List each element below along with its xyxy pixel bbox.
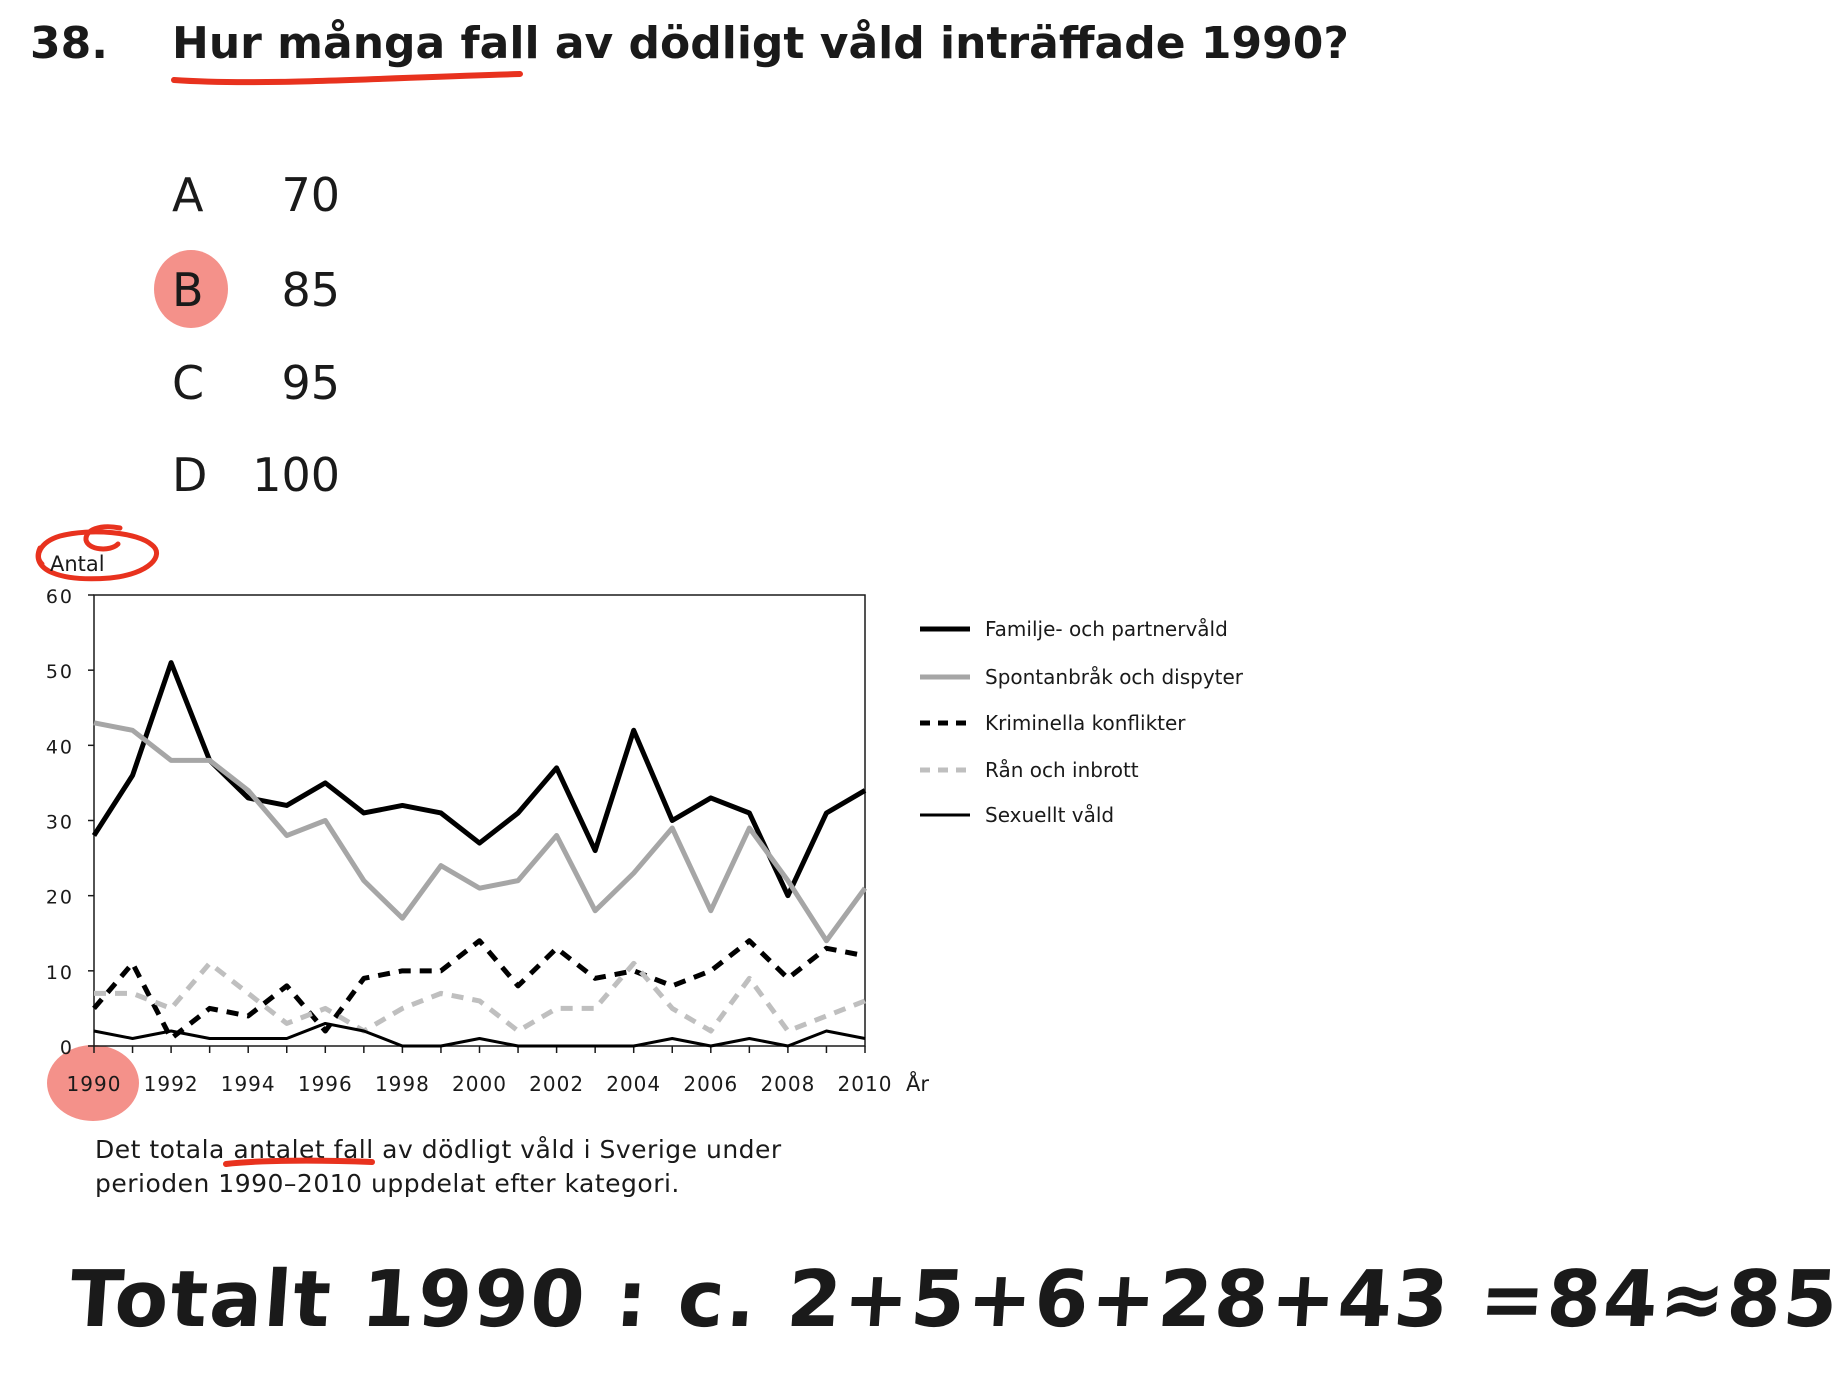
series-line-3 [94,941,865,1039]
x-tick-label: 1996 [297,1072,353,1096]
question-text: Hur många fall av dödligt våld inträffade 1990? [172,18,1349,69]
y-axis-label: Antal [50,552,105,576]
y-axis [46,586,94,1059]
x-tick-label: 2006 [683,1072,739,1096]
series-lines [94,663,865,1046]
legend-label: Sexuellt våld [985,803,1115,827]
x-tick-label: 1992 [143,1072,199,1096]
option-d-value: 100 [252,448,340,502]
question-number: 38. [30,18,108,69]
x-axis [67,1046,893,1096]
x-tick-label: 2008 [760,1072,816,1096]
option-b-letter[interactable]: B [172,263,204,317]
chart-caption: Det totala antalet fall av dödligt våld i Sverige under perioden 1990–2010 uppdelat efter kategori. [95,1135,782,1198]
series-line-1 [94,663,865,896]
y-tick-label: 10 [45,961,74,984]
series-line-4 [94,963,865,1031]
x-tick-label: 2004 [606,1072,662,1096]
option-d-letter[interactable]: D [172,448,208,502]
x-tick-label: 2002 [529,1072,585,1096]
legend-label: Rån och inbrott [985,758,1139,782]
y-tick-label: 20 [45,886,74,909]
caption-underline-annotation [0,1150,1566,1180]
y-tick-label: 0 [59,1037,74,1059]
y-tick-label: 60 [45,586,74,608]
y-tick-label: 40 [45,736,74,759]
legend-label: Familje- och partnervåld [985,617,1228,641]
series-line-5 [94,1023,865,1046]
handwritten-calculation: Totalt 1990 : c. 2+5+6+28+43 =84≈85 [66,1255,1843,1345]
x-axis-label: År [906,1072,929,1096]
option-c-letter[interactable]: C [172,356,205,410]
option-a-letter[interactable]: A [172,168,204,222]
x-tick-label: 1990 [66,1072,122,1096]
y-tick-label: 30 [45,811,74,834]
x-tick-label: 1994 [220,1072,276,1096]
legend [920,617,1244,827]
y-tick-label: 50 [45,661,74,684]
x-tick-label: 2000 [452,1072,507,1096]
option-a-value: 70 [281,168,340,222]
option-c-value: 95 [281,356,340,410]
option-b-value: 85 [281,263,340,317]
legend-label: Kriminella konflikter [985,711,1186,735]
x-tick-label: 1998 [374,1072,430,1096]
legend-label: Spontanbråk och dispyter [985,665,1244,689]
x-tick-label: 2010 [837,1072,893,1096]
